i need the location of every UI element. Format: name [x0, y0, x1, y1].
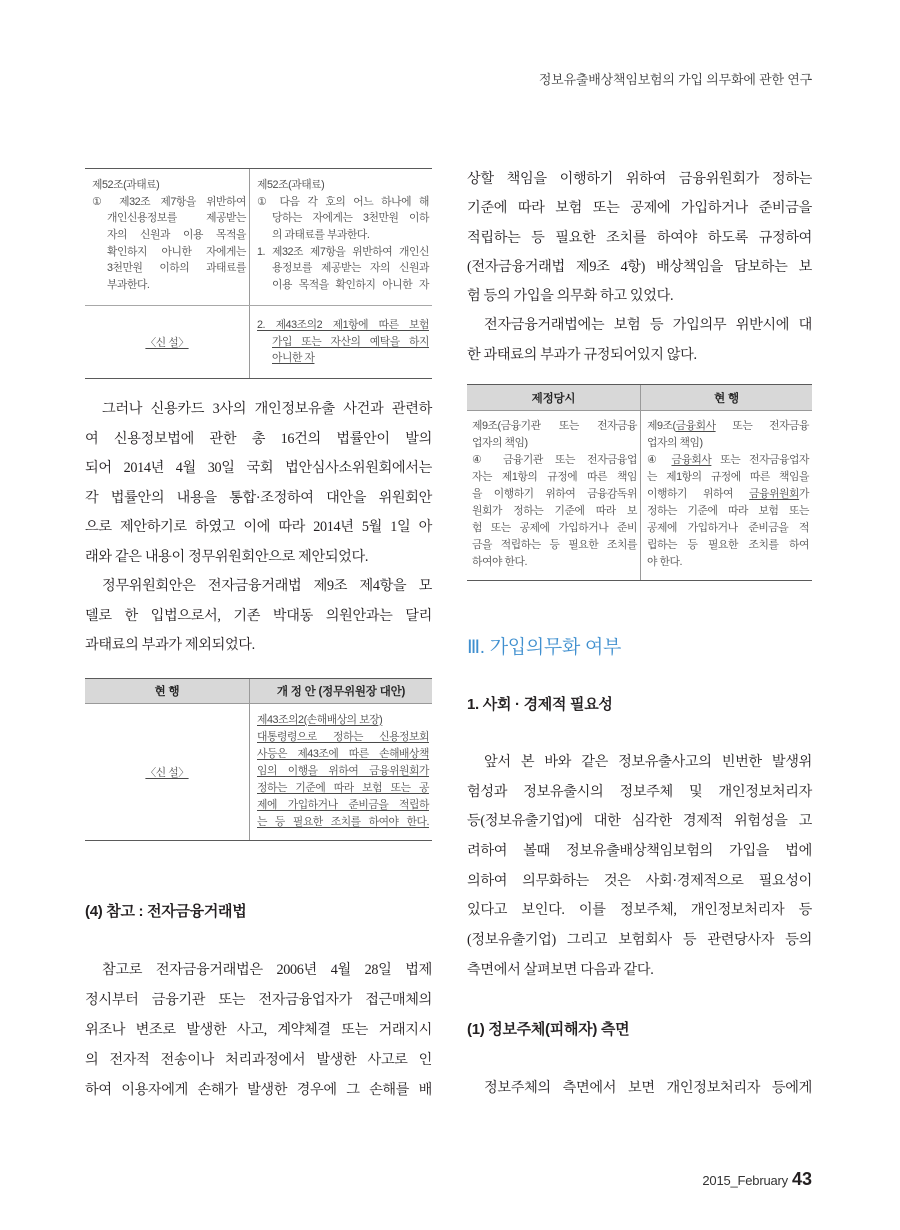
running-header: 정보유출배상책임보험의 가입 의무화에 관한 연구	[538, 72, 812, 87]
text-line: ① 다음 각 호의 어느 하나에 해	[257, 195, 429, 208]
text-line: 부과한다.	[107, 279, 150, 292]
text-line: 을 이행하기 위하여 금융감독위	[472, 488, 637, 500]
paragraph	[85, 572, 432, 661]
table-cell-current	[85, 306, 250, 378]
column-header-current: 현 행	[85, 679, 250, 703]
text-line: 용정보를 제공받는 자의 신원과	[272, 262, 429, 275]
text-line: 정무위원회안은 전자금융거래법 제9조 제4항을 모	[102, 578, 432, 594]
table-cell-amended	[250, 704, 432, 840]
text-line: 려하여 볼때 정보유출배상책임보험의 가입을 법에	[467, 843, 812, 860]
table-cell-amended	[250, 169, 432, 305]
text-line: 으로 제안하기로 하였고 이에 따라 2014년 5월 1일 아	[85, 519, 432, 535]
text-line: 가입 또는 자산의 예탁을 하지	[272, 335, 429, 348]
text-line: 험 등의 가입을 의무화 하고 있었다.	[467, 288, 674, 305]
text-line: 적립하는 등 필요한 조치를 하여야 하도록 규정하여	[467, 229, 812, 246]
text-line: 당하는 자에게는 3천만원 이하	[272, 212, 429, 225]
text-line: 있다고 보인다. 이를 정보주체, 개인정보처리자 등	[467, 902, 812, 919]
issue-label: 2015_February	[702, 1173, 788, 1188]
text-line: 의하여 의무화하는 것은 사회·경제적으로 필요성이	[467, 872, 812, 889]
underlined-term: 금융회사	[675, 420, 716, 432]
new-provision-label: 〈신 설〉	[145, 766, 189, 779]
underlined-term: 금융위원회	[749, 488, 800, 500]
table-row	[85, 169, 432, 306]
text-line: 되어 2014년 4월 30일 국회 법안심사소위원회에서는	[85, 460, 432, 476]
text-line: 업자의 책임)	[472, 437, 528, 449]
text-line: 1. 제32조 제7항을 위반하여 개인신	[257, 245, 429, 258]
page-footer	[600, 1166, 812, 1194]
text-line: 공제에 가입하거나 준비금을 적	[647, 522, 809, 534]
paragraph	[85, 395, 432, 572]
paragraph	[467, 1073, 812, 1103]
text-line: 측면에서 살펴보면 다음과 같다.	[467, 961, 654, 978]
section-heading: Ⅲ. 가입의무화 여부	[467, 637, 622, 658]
subsection-heading: (1) 정보주체(피해자) 측면	[467, 1021, 630, 1038]
text-line: 여 신용정보법에 관한 총 16건의 법률안이 발의	[85, 430, 432, 447]
text-segment: ④	[647, 454, 672, 466]
text-line: 정시부터 금융기관 또는 전자금융업자가 접근매체의	[85, 992, 432, 1008]
text-line: 의 전자적 전송이나 처리과정에서 발생한 사고로 인	[85, 1052, 432, 1068]
text-line: 정하는 기준에 따라 보험 또는	[647, 505, 809, 517]
text-line: 참고로 전자금융거래법은 2006년 4월 28일 법제	[102, 962, 432, 978]
text-line: 제52조(과태료)	[257, 179, 325, 191]
column-header-current: 현 행	[714, 392, 739, 405]
text-line: 3천만원 이하의 과태료를	[107, 262, 246, 275]
text-line: 의 과태료를 부과한다.	[272, 229, 370, 242]
table-cell-current	[85, 169, 250, 305]
column-header-at-enactment: 제정당시	[467, 385, 641, 410]
text-line: 험 또는 공제에 가입하거나 준비	[472, 522, 637, 534]
text-line	[647, 452, 809, 469]
text-line: 래와 같은 내용이 정무위원회안으로 제안되었다.	[85, 548, 369, 565]
table-cell-at-enactment	[467, 411, 641, 580]
text-line: 원회가 정하는 기준에 따라 보	[472, 505, 637, 517]
text-line: 금을 적립하는 등 필요한 조치를	[472, 539, 637, 551]
text-segment: 또는 전자금융업자	[711, 454, 810, 466]
text-line: 과태료의 부과가 제외되었다.	[85, 637, 255, 653]
text-line: 사등은 제43조에 따른 손해배상책	[257, 747, 429, 760]
credit-info-act-comparison-table	[85, 168, 432, 379]
text-line: 정하는 기준에 따라 보험 또는 공	[257, 781, 429, 794]
subsection-heading: (4) 참고 : 전자금융거래법	[85, 903, 247, 920]
text-line: 상할 책임을 이행하기 위하여 금융위원회가 정하는	[467, 171, 812, 187]
page-number: 43	[791, 1169, 812, 1189]
subsection-heading: 1. 사회 · 경제적 필요성	[467, 696, 613, 713]
paragraph	[467, 165, 812, 311]
table-cell-amended	[250, 306, 432, 378]
text-segment: 가	[799, 488, 809, 500]
table-header-row	[467, 385, 812, 411]
text-line: 이용 목적을 확인하지 아니한 자	[272, 279, 429, 292]
text-line: 자는 제1항의 규정에 따른 책임	[472, 471, 637, 483]
table-cell-current	[641, 411, 812, 580]
text-line: 하여야 한다.	[472, 556, 527, 568]
text-line: 개인신용정보를 제공받는	[107, 212, 246, 225]
text-line: 제43조의2(손해배상의 보장)	[257, 713, 383, 726]
text-line: 2. 제43조의2 제1항에 따른 보험	[257, 319, 429, 331]
text-line: 는 등 필요한 조치를 하여야 한다.	[257, 815, 429, 828]
text-line: 앞서 본 바와 같은 정보유출사고의 빈번한 발생위	[484, 754, 812, 770]
text-line: 제9조(금융기관 또는 전자금융	[472, 420, 637, 432]
text-line: 제에 가입하거나 준비금을 적립하	[257, 798, 429, 811]
text-line: 아니한 자	[272, 352, 315, 365]
text-segment: 또는 전자금융	[715, 420, 809, 432]
text-line	[647, 418, 809, 435]
table-cell-current	[85, 704, 250, 840]
new-provision-label: 〈신 설〉	[145, 336, 189, 349]
text-line: 임의 이행을 위하여 금융위원회가	[257, 764, 429, 777]
table-row	[85, 704, 432, 840]
text-line: 야 한다.	[647, 556, 683, 568]
text-line: 확인하지 아니한 자에게는	[107, 245, 246, 258]
text-line: (정보유출기업) 그리고 보험회사 등 관련당사자 등의	[467, 932, 812, 949]
text-line: 정보주체의 측면에서 보면 개인정보처리자 등에게	[484, 1080, 812, 1096]
text-line: 험성과 정보유출시의 정보주체 및 개인정보처리자	[467, 783, 812, 800]
text-line: 업자의 책임)	[647, 437, 703, 449]
paragraph	[467, 748, 812, 986]
text-line: 델로 한 입법으로서, 기존 박대동 의원안과는 달리	[85, 607, 432, 624]
text-line: 기준에 따라 보험 또는 공제에 가입하거나 준비금을	[467, 200, 812, 217]
table-row	[85, 306, 432, 378]
text-line: 는 제1항의 규정에 따른 책임을	[647, 471, 809, 483]
text-line: 위조나 변조로 발생한 사고, 계약체결 또는 거래지시	[85, 1022, 432, 1038]
text-line: (전자금융거래법 제9조 4항) 배상책임을 담보하는 보	[467, 258, 812, 275]
table-header-row	[85, 679, 432, 704]
text-segment: 제9조(	[647, 420, 676, 432]
text-line: 각 법률안의 내용을 통합·조정하여 대안을 위원회안	[85, 489, 432, 506]
committee-bill-comparison-table	[85, 678, 432, 841]
body-paragraphs	[467, 165, 812, 370]
paragraph	[85, 955, 432, 1105]
column-header-amended: 개 정 안 (정무위원장 대안)	[276, 686, 406, 698]
text-line: 제52조(과태료)	[92, 179, 160, 191]
text-line: ④ 금융기관 또는 전자금융업	[472, 454, 637, 466]
efta-comparison-table	[467, 384, 812, 581]
text-segment: 이행하기 위하여	[647, 488, 750, 500]
text-line: 한 과태료의 부과가 규정되어있지 않다.	[467, 346, 697, 363]
text-line: 립하는 등 필요한 조치를 하여	[647, 539, 809, 551]
text-line: 하여 이용자에게 손해가 발생한 경우에 그 손해를 배	[85, 1082, 432, 1098]
text-line	[647, 486, 809, 503]
text-line: 그러나 신용카드 3사의 개인정보유출 사건과 관련하	[102, 401, 432, 417]
text-line: 자의 신원과 이용 목적을	[107, 229, 246, 242]
text-line: 대통령령으로 정하는 신용정보회	[257, 730, 429, 743]
text-line: 등(정보유출기업)에 대한 심각한 경제적 위험성을 고	[467, 813, 812, 830]
table-row	[467, 411, 812, 580]
underlined-term: 금융회사	[671, 454, 712, 466]
text-line: ① 제32조 제7항을 위반하여	[92, 195, 246, 208]
body-paragraphs	[85, 395, 432, 661]
paragraph	[467, 311, 812, 370]
text-line: 전자금융거래법에는 보험 등 가입의무 위반시에 대	[484, 317, 812, 334]
